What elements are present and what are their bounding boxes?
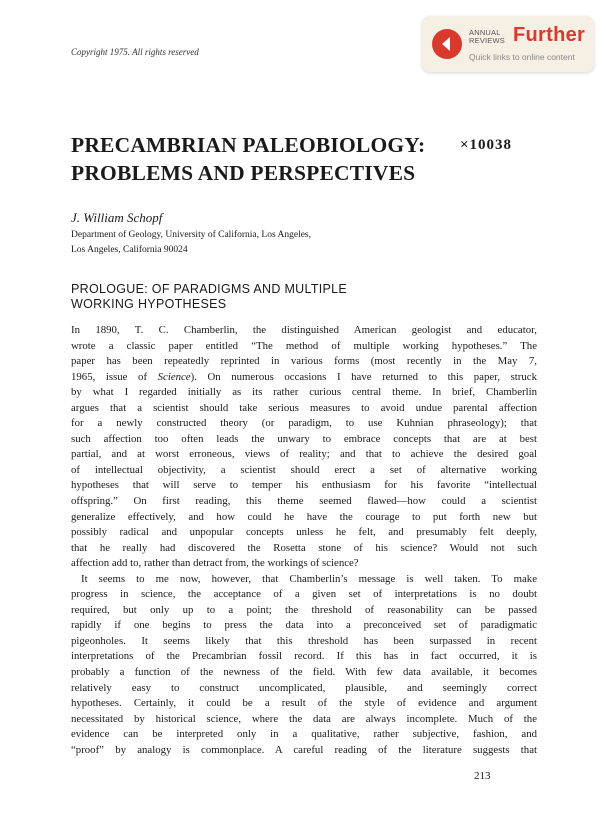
page-number: 213 xyxy=(474,770,491,782)
body-line: required, but only up to a point; the threshold of reasonability can be passed xyxy=(71,603,537,616)
body-line: of intellectual objectivity, a scientist should erect a set of alternative working xyxy=(71,463,537,476)
body-line: necessitated by historical science, where the data are always incomplete. Much of the xyxy=(71,712,537,725)
body-line: “proof” by analogy is commonplace. A careful reading of the literature suggests that xyxy=(71,743,537,756)
further-label: Further xyxy=(513,24,586,46)
annual-reviews-logo-text: ANNUAL REVIEWS xyxy=(469,28,505,45)
quick-links-label: Quick links to online content xyxy=(469,52,575,62)
body-line: In 1890, T. C. Chamberlin, the distinguished American geologist and educator, xyxy=(71,324,537,336)
body-line: 1965, issue of Science). On numerous occasions I have returned to this paper, struck xyxy=(71,370,537,383)
author-name: J. William Schopf xyxy=(71,210,163,225)
title-line: PROBLEMS AND PERSPECTIVES xyxy=(71,161,416,185)
play-arrow-icon xyxy=(432,29,462,59)
body-line: by what I regarded initially as its rather curious central theme. In brief, Chamberlin xyxy=(71,386,537,399)
body-line: that he really had discovered the Rosetta stone of his science? Would not such xyxy=(71,541,537,554)
body-line: pigeonholes. It seems likely that this threshold has been surpassed in recent xyxy=(71,634,537,647)
title-line: PRECAMBRIAN PALEOBIOLOGY: xyxy=(71,133,426,157)
article-title xyxy=(71,131,451,187)
body-line: relatively easy to construct uncomplicated, plausible, and seemingly correct xyxy=(71,681,537,694)
body-line: wrote a classic paper entitled “The method of multiple working hypotheses.” The xyxy=(71,339,537,352)
body-line: affection add to, rather than detract from, the workings of science? xyxy=(71,557,359,570)
body-line: hypotheses that will serve to temper his enthusiasm for his favorite “intellectual xyxy=(71,479,537,492)
body-line: paper has been repeatedly reprinted in various forms (most recently in the May 7, xyxy=(71,355,537,368)
body-line: hypotheses. Certainly, it could be a result of the style of evidence and argument xyxy=(71,697,537,710)
body-line: It seems to me now, however, that Chamberlin’s message is well taken. To make xyxy=(81,572,537,585)
body-line: possibly radical and unpopular concepts unless he felt, and presumably felt deeply, xyxy=(71,526,537,539)
body-line: offspring.” On first reading, this theme seemed flawed—how could a scientist xyxy=(71,495,537,508)
body-line: partial, and at worst erroneous, views of reality; and that to achieve the desired goal xyxy=(71,448,537,461)
copyright-notice: Copyright 1975. All rights reserved xyxy=(71,47,199,57)
body-line: evidence can be interpreted only in a qualitative, rather subjective, fashion, and xyxy=(71,728,537,741)
body-line: such affection too often leads the unwary to embrace concepts that are at best xyxy=(71,432,537,445)
body-text xyxy=(71,323,537,758)
body-line: probably a function of the newness of the field. With few data available, it becomes xyxy=(71,666,537,679)
article-code: ×10038 xyxy=(460,137,513,153)
author-affiliation: Department of Geology, University of California, Los Angeles, Los Angeles, California 90024 xyxy=(71,230,311,255)
body-line: for a newly constructed theory (or paradigm, to use Kuhnian phraseology); that xyxy=(71,417,537,430)
body-line: progress in science, the acceptance of a given set of interpretations is no doubt xyxy=(71,588,537,601)
annual-reviews-further-banner[interactable] xyxy=(422,16,594,72)
body-line: interpretations of the Precambrian fossil record. If this has in fact occurred, it is xyxy=(71,650,537,663)
body-line: rapidly if one begins to press the data into a preconceived set of paradigmatic xyxy=(71,619,537,632)
section-heading: PROLOGUE: OF PARADIGMS AND MULTIPLE WORKING HYPOTHESES xyxy=(71,282,348,311)
body-line: argues that a scientist should take serious measures to avoid undue parental affection xyxy=(71,401,537,414)
body-line: generalize effectively, and how could he have the courage to put forth new but xyxy=(71,510,537,523)
